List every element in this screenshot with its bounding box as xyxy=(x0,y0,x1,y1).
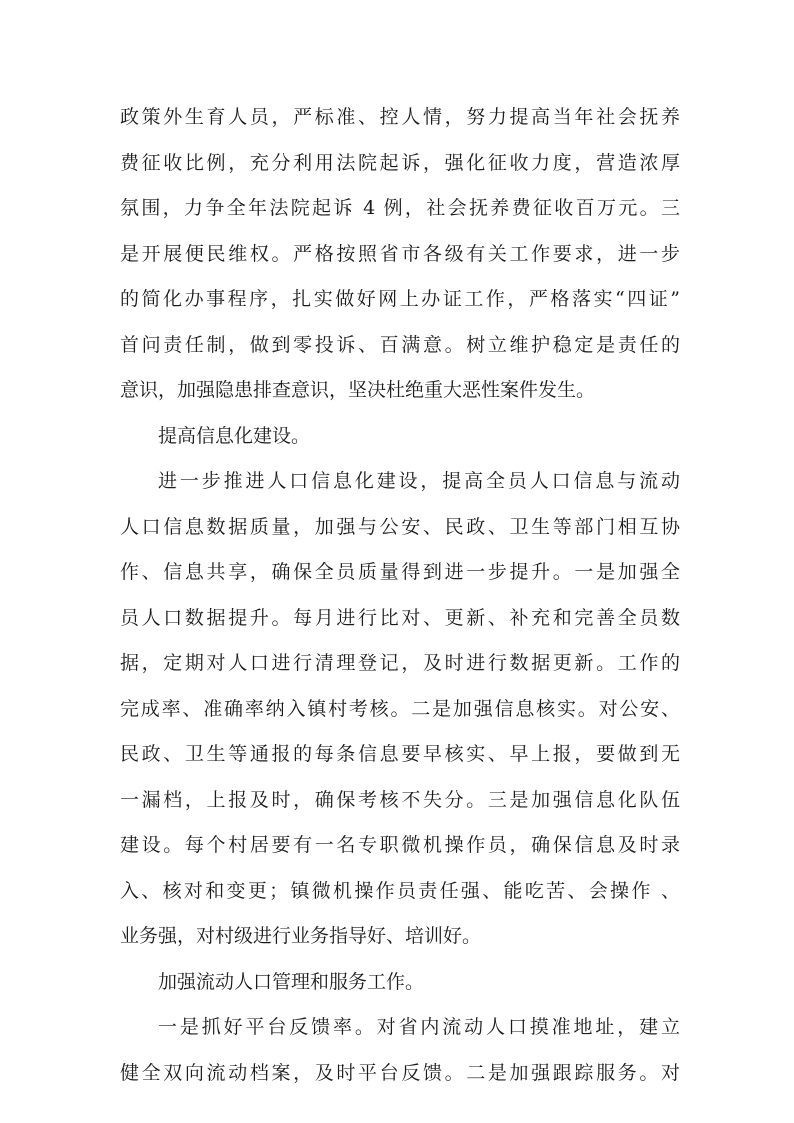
document-line: 作、信息共享，确保全员质量得到进一步提升。一是加强全 xyxy=(120,561,680,583)
document-line: 意识，加强隐患排查意识，坚决杜绝重大恶性案件发生。 xyxy=(120,379,596,401)
document-line: 提高信息化建设。 xyxy=(158,424,311,447)
document-body xyxy=(120,95,680,1096)
document-line: 的简化办事程序，扎实做好网上办证工作，严格落实“四证” xyxy=(120,288,680,310)
document-line: 氛围，力争全年法院起诉 4 例，社会抚养费征收百万元。三 xyxy=(120,197,680,219)
document-line: 首问责任制，做到零投诉、百满意。树立维护稳定是责任的 xyxy=(120,333,680,356)
document-line: 员人口数据提升。每月进行比对、更新、补充和完善全员数 xyxy=(120,606,680,629)
document-line: 一漏档，上报及时，确保考核不失分。三是加强信息化队伍 xyxy=(120,788,680,811)
document-line: 人口信息数据质量，加强与公安、民政、卫生等部门相互协 xyxy=(120,515,680,538)
document-line: 是开展便民维权。严格按照省市各级有关工作要求，进一步 xyxy=(120,242,680,265)
document-line: 建设。每个村居要有一名专职微机操作员，确保信息及时录 xyxy=(120,834,680,856)
document-line: 业务强，对村级进行业务指导好、培训好。 xyxy=(120,925,482,947)
document-line: 费征收比例，充分利用法院起诉，强化征收力度，营造浓厚 xyxy=(120,151,680,174)
document-line: 健全双向流动档案，及时平台反馈。二是加强跟踪服务。对 xyxy=(120,1061,680,1084)
document-line: 据，定期对人口进行清理登记，及时进行数据更新。工作的 xyxy=(120,652,680,674)
document-line: 入、核对和变更；镇微机操作员责任强、能吃苦、会操作 、 xyxy=(120,879,680,902)
document-line: 民政、卫生等通报的每条信息要早核实、早上报，要做到无 xyxy=(120,743,680,765)
document-line: 完成率、准确率纳入镇村考核。二是加强信息核实。对公安、 xyxy=(120,697,680,720)
document-line: 一是抓好平台反馈率。对省内流动人口摸准地址，建立 xyxy=(158,1016,680,1038)
document-line: 加强流动人口管理和服务工作。 xyxy=(158,970,425,993)
document-line: 进一步推进人口信息化建设，提高全员人口信息与流动 xyxy=(158,470,680,492)
document-line: 政策外生育人员，严标准、控人情，努力提高当年社会抚养 xyxy=(120,106,680,128)
